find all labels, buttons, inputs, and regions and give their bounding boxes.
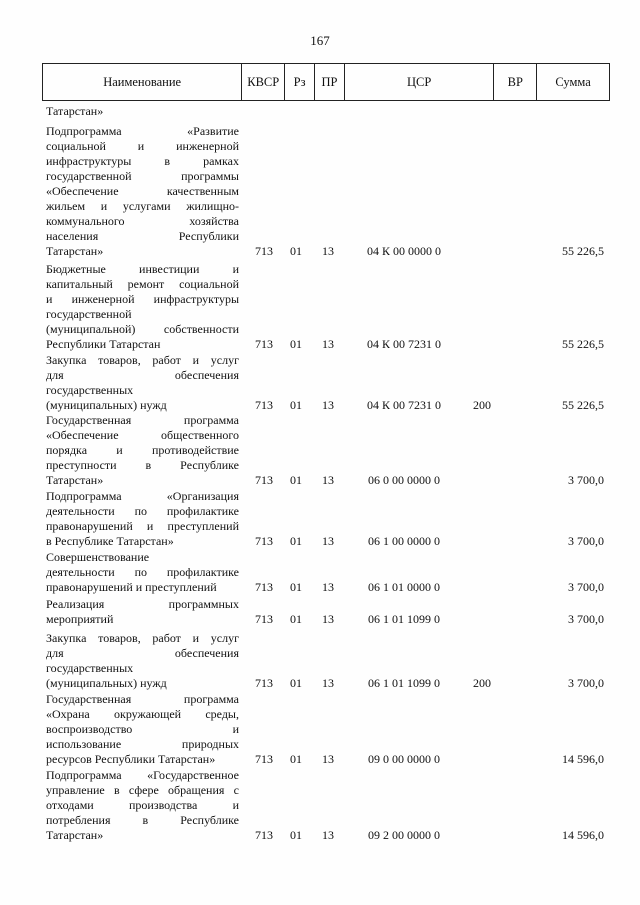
row-name-line: Татарстан» (46, 244, 104, 258)
row-kvsr: 713 (255, 337, 273, 351)
row-name-line: Закупка товаров, работ и услуг (46, 353, 239, 367)
row-vr: 200 (473, 398, 491, 412)
row-name-line: «Обеспечение общественного (46, 428, 239, 442)
row-name-line: капитальный ремонт социальной (46, 277, 239, 291)
row-kvsr: 713 (255, 828, 273, 842)
table-header (42, 63, 610, 101)
row-name-line: жильем и услугами жилищно- (46, 199, 239, 213)
row-name (46, 692, 239, 767)
row-name-line: потребления в Республике (46, 813, 239, 827)
row-vr: 200 (473, 676, 491, 690)
row-name (46, 597, 239, 627)
row-name (46, 104, 239, 119)
row-sum: 14 596,0 (562, 752, 604, 766)
row-name-line: Закупка товаров, работ и услуг (46, 631, 239, 645)
row-sum: 55 226,5 (562, 244, 604, 258)
header-kvsr: КВСР (242, 64, 285, 100)
row-csr: 06 1 01 1099 0 (368, 676, 440, 690)
row-name-line: государственной программы (46, 169, 239, 183)
header-name: Наименование (43, 64, 242, 100)
row-name-line: (муниципальных) нужд (46, 676, 167, 690)
row-pr: 13 (322, 828, 334, 842)
header-vr: ВР (494, 64, 537, 100)
row-name-line: правонарушений и преступлений (46, 519, 239, 533)
row-sum: 3 700,0 (568, 580, 604, 594)
page-number: 167 (310, 33, 330, 48)
row-sum: 3 700,0 (568, 676, 604, 690)
row-kvsr: 713 (255, 473, 273, 487)
row-csr: 04 К 00 7231 0 (366, 337, 441, 351)
row-name-line: Государственная программа (46, 692, 239, 706)
row-kvsr: 713 (255, 534, 273, 548)
row-rz: 01 (290, 398, 302, 412)
row-name-line: воспроизводство и (46, 722, 239, 736)
row-rz: 01 (290, 473, 302, 487)
row-name (46, 768, 239, 843)
row-name-line: Подпрограмма «Государственное (46, 768, 239, 782)
row-name-line: для обеспечения (46, 368, 239, 382)
row-name-line: Татарстан» (46, 828, 104, 842)
row-pr: 13 (322, 676, 334, 690)
row-name (46, 489, 239, 549)
row-name-line: государственной (46, 307, 132, 321)
row-name-line: «Охрана окружающей среды, (46, 707, 239, 721)
row-name-line: для обеспечения (46, 646, 239, 660)
row-csr: 04 К 00 7231 0 (366, 398, 441, 412)
row-name (46, 124, 239, 259)
row-sum: 3 700,0 (568, 473, 604, 487)
row-csr: 06 0 00 0000 0 (368, 473, 440, 487)
row-name-line: «Обеспечение качественным (46, 184, 239, 198)
row-kvsr: 713 (255, 752, 273, 766)
row-pr: 13 (322, 612, 334, 626)
row-name-line: Подпрограмма «Организация (46, 489, 239, 503)
row-rz: 01 (290, 612, 302, 626)
row-name (46, 631, 239, 691)
row-csr: 06 1 00 0000 0 (368, 534, 440, 548)
header-csr: ЦСР (345, 64, 494, 100)
row-rz: 01 (290, 752, 302, 766)
row-pr: 13 (322, 580, 334, 594)
row-name-line: использование природных (46, 737, 239, 751)
row-name-line: преступности в Республике (46, 458, 239, 472)
row-kvsr: 713 (255, 676, 273, 690)
row-csr: 09 0 00 0000 0 (368, 752, 440, 766)
row-sum: 55 226,5 (562, 398, 604, 412)
row-name-line: правонарушений и преступлений (46, 580, 217, 594)
row-name-line: Республики Татарстан (46, 337, 161, 351)
row-sum: 14 596,0 (562, 828, 604, 842)
row-name-line: ресурсов Республики Татарстан» (46, 752, 216, 766)
row-name-line: Государственная программа (46, 413, 239, 427)
row-name-line: социальной и инженерной (46, 139, 239, 153)
row-name (46, 262, 239, 352)
row-name-line: Подпрограмма «Развитие (46, 124, 239, 138)
row-pr: 13 (322, 337, 334, 351)
row-name (46, 353, 239, 413)
row-name-line: Бюджетные инвестиции и (46, 262, 239, 276)
row-rz: 01 (290, 676, 302, 690)
row-name-line: инфраструктуры в рамках (46, 154, 239, 168)
row-name-line: Реализация программных (46, 597, 239, 611)
row-sum: 55 226,5 (562, 337, 604, 351)
row-csr: 04 К 00 0000 0 (366, 244, 441, 258)
row-name-line: (муниципальных) нужд (46, 398, 167, 412)
row-kvsr: 713 (255, 244, 273, 258)
row-kvsr: 713 (255, 580, 273, 594)
row-pr: 13 (322, 534, 334, 548)
row-name-line: и инженерной инфраструктуры (46, 292, 239, 306)
row-name-line: в Республике Татарстан» (46, 534, 174, 548)
row-rz: 01 (290, 580, 302, 594)
row-csr: 06 1 01 1099 0 (368, 612, 440, 626)
row-rz: 01 (290, 244, 302, 258)
row-rz: 01 (290, 534, 302, 548)
row-name-line: (муниципальной) собственности (46, 322, 239, 336)
row-name (46, 550, 239, 595)
row-csr: 06 1 01 0000 0 (368, 580, 440, 594)
row-kvsr: 713 (255, 398, 273, 412)
row-name-line: населения Республики (46, 229, 239, 243)
row-name-line: деятельности по профилактике (46, 504, 239, 518)
row-rz: 01 (290, 337, 302, 351)
row-pr: 13 (322, 473, 334, 487)
row-pr: 13 (322, 244, 334, 258)
row-name-line: коммунального хозяйства (46, 214, 239, 228)
row-csr: 09 2 00 0000 0 (368, 828, 440, 842)
row-name-line: управление в сфере обращения с (46, 783, 239, 797)
row-pr: 13 (322, 752, 334, 766)
row-rz: 01 (290, 828, 302, 842)
row-name-line: мероприятий (46, 612, 114, 626)
row-name-line: государственных (46, 661, 134, 675)
header-sum: Сумма (555, 74, 591, 89)
row-pr: 13 (322, 398, 334, 412)
row-name-line: Татарстан» (46, 473, 104, 487)
header-pr: ПР (315, 64, 345, 100)
row-name (46, 413, 239, 488)
row-sum: 3 700,0 (568, 534, 604, 548)
row-name-line: отходами производства и (46, 798, 239, 812)
row-name-line: государственных (46, 383, 134, 397)
header-rz: Рз (285, 64, 315, 100)
row-name-line: Совершенствование (46, 550, 150, 564)
row-kvsr: 713 (255, 612, 273, 626)
row-name-line: Татарстан» (46, 104, 104, 118)
row-name-line: порядка и противодействие (46, 443, 239, 457)
row-name-line: деятельности по профилактике (46, 565, 239, 579)
row-sum: 3 700,0 (568, 612, 604, 626)
